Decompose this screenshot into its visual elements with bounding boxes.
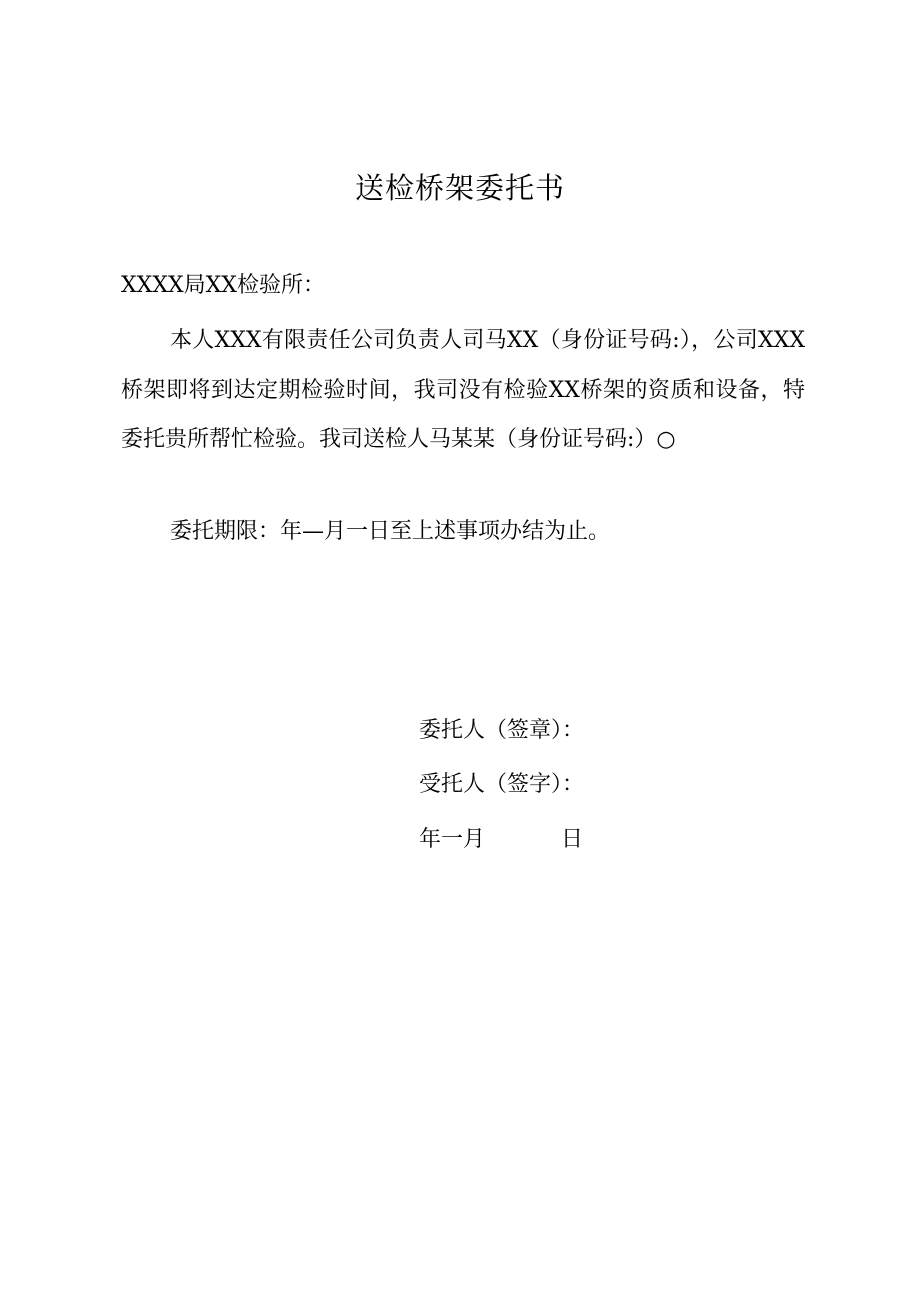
document-title: 送检桥架委托书 bbox=[354, 171, 565, 205]
entrustment-term: 委托期限：年—月一日至上述事项办结为止。 bbox=[170, 519, 611, 544]
date-day: 日 bbox=[561, 827, 584, 852]
trustee-signature-line: 受托人（签字）： bbox=[419, 772, 585, 797]
body-paragraph: 本人XXX有限责任公司负责人司马XX（身份证号码:），公司XXX桥架即将到达定期检验时间，我司没有检验XX桥架的资质和设备，特委托贵所帮忙检验。我司送检人马某某（身份证号码:）○ bbox=[121, 328, 805, 452]
recipient-line: XXXX局XX检验所： bbox=[121, 273, 325, 298]
signature-date-line bbox=[419, 822, 583, 858]
entrustor-signature-line: 委托人（签章）： bbox=[419, 718, 585, 743]
date-year-month: 年一月 bbox=[419, 827, 486, 852]
